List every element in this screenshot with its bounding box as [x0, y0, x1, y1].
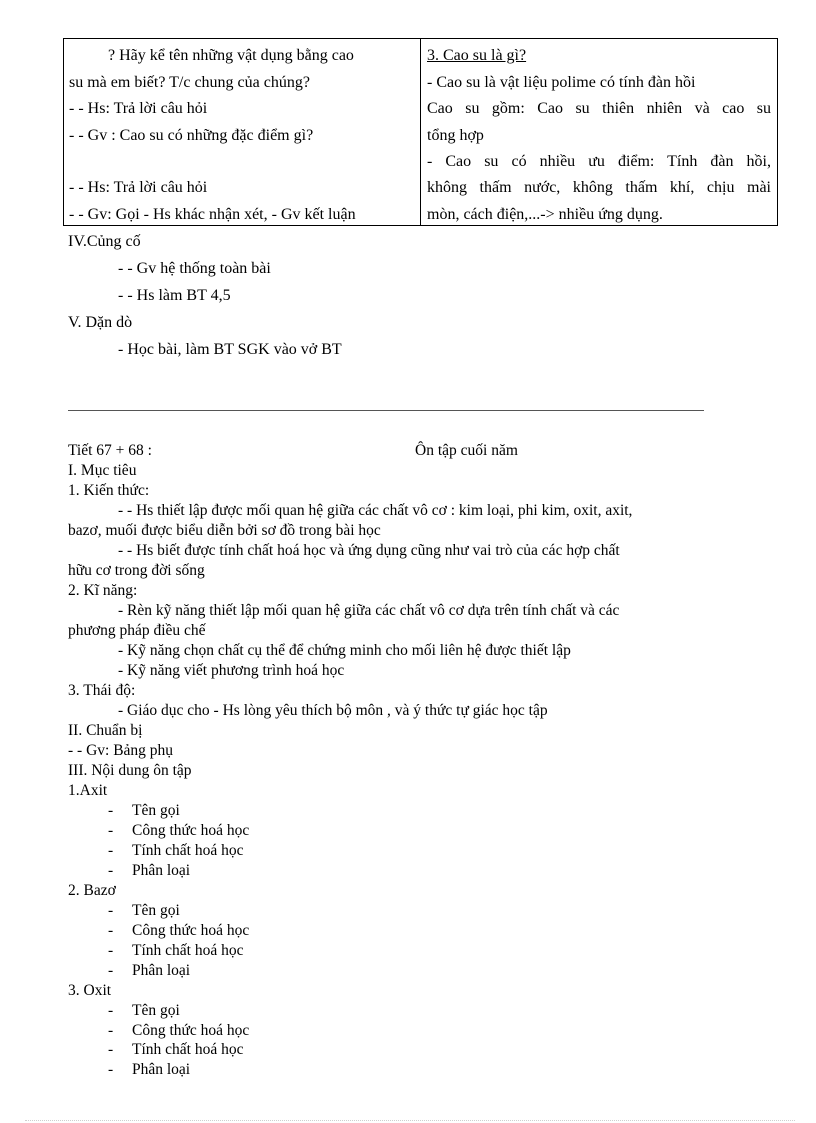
content-heading: III. Nội dung ôn tập	[68, 762, 192, 779]
left-line-4: - - Gv : Cao su có những đặc điểm gì?	[69, 127, 314, 144]
prep-heading: II. Chuẩn bị	[68, 722, 143, 739]
left-line-1: ? Hãy kể tên những vật dụng bằng cao	[108, 47, 354, 64]
page-bottom-dotted-line	[25, 1120, 795, 1121]
knowledge-line-1: - - Hs thiết lập được mối quan hệ giữa các chất vô cơ : kim loại, phi kim, oxit, axit,	[118, 502, 633, 519]
skills-line-2: phương pháp điều chế	[68, 622, 206, 639]
left-line-6: - - Gv: Gọi - Hs khác nhận xét, - Gv kết luận	[69, 206, 356, 223]
consolidation-item-2: - - Hs làm BT 4,5	[118, 287, 231, 304]
lesson-title: Ôn tập cuối năm	[415, 442, 518, 459]
homework-heading: V. Dặn dò	[68, 314, 133, 331]
lesson-period: Tiết 67 + 68 :	[68, 442, 152, 459]
left-line-3: - - Hs: Trả lời câu hỏi	[69, 100, 208, 117]
right-line-1: - Cao su là vật liệu polime có tính đàn hồi	[427, 74, 696, 91]
section-bazo-heading: 2. Bazơ	[68, 882, 116, 899]
table-column-divider	[420, 39, 421, 225]
section-divider-line	[68, 410, 704, 411]
right-line-2: Cao su gồm: Cao su thiên nhiên và cao su	[427, 100, 771, 117]
right-line-5: không thấm nước, không thấm khí, chịu mài	[427, 179, 771, 196]
left-line-5: - - Hs: Trả lời câu hỏi	[69, 179, 208, 196]
skills-line-3: - Kỹ năng chọn chất cụ thể để chứng minh cho mối liên hệ được thiết lập	[118, 642, 571, 659]
skills-line-1: - Rèn kỹ năng thiết lập mối quan hệ giữa các chất vô cơ dựa trên tính chất và các	[118, 602, 620, 619]
knowledge-line-4: hữu cơ trong đời sống	[68, 562, 205, 579]
right-line-4: - Cao su có nhiều ưu điểm: Tính đàn hồi,	[427, 153, 771, 170]
lesson-table	[63, 38, 778, 226]
skills-line-4: - Kỹ năng viết phương trình hoá học	[118, 662, 345, 679]
left-line-2: su mà em biết? T/c chung của chúng?	[69, 74, 310, 91]
knowledge-heading: 1. Kiến thức:	[68, 482, 150, 499]
attitude-line-1: - Giáo dục cho - Hs lòng yêu thích bộ môn , và ý thức tự giác học tập	[118, 702, 548, 719]
objectives-heading: I. Mục tiêu	[68, 462, 137, 479]
consolidation-heading: IV.Củng cố	[68, 233, 141, 250]
prep-line-1: - - Gv: Bảng phụ	[68, 742, 174, 759]
right-heading: 3. Cao su là gì?	[427, 47, 527, 64]
homework-item-1: - Học bài, làm BT SGK vào vở BT	[118, 341, 342, 358]
knowledge-line-2: bazơ, muối được biểu diễn bởi sơ đồ trong bài học	[68, 522, 381, 539]
consolidation-item-1: - - Gv hệ thống toàn bài	[118, 260, 271, 277]
knowledge-line-3: - - Hs biết được tính chất hoá học và ứng dụng cũng như vai trò của các hợp chất	[118, 542, 620, 559]
section-oxit-heading: 3. Oxit	[68, 982, 112, 999]
right-line-6: mòn, cách điện,...-> nhiều ứng dụng.	[427, 206, 663, 223]
attitude-heading: 3. Thái độ:	[68, 682, 136, 699]
skills-heading: 2. Kĩ năng:	[68, 582, 138, 599]
right-line-3: tổng hợp	[427, 127, 484, 144]
section-axit-heading: 1.Axit	[68, 782, 108, 799]
